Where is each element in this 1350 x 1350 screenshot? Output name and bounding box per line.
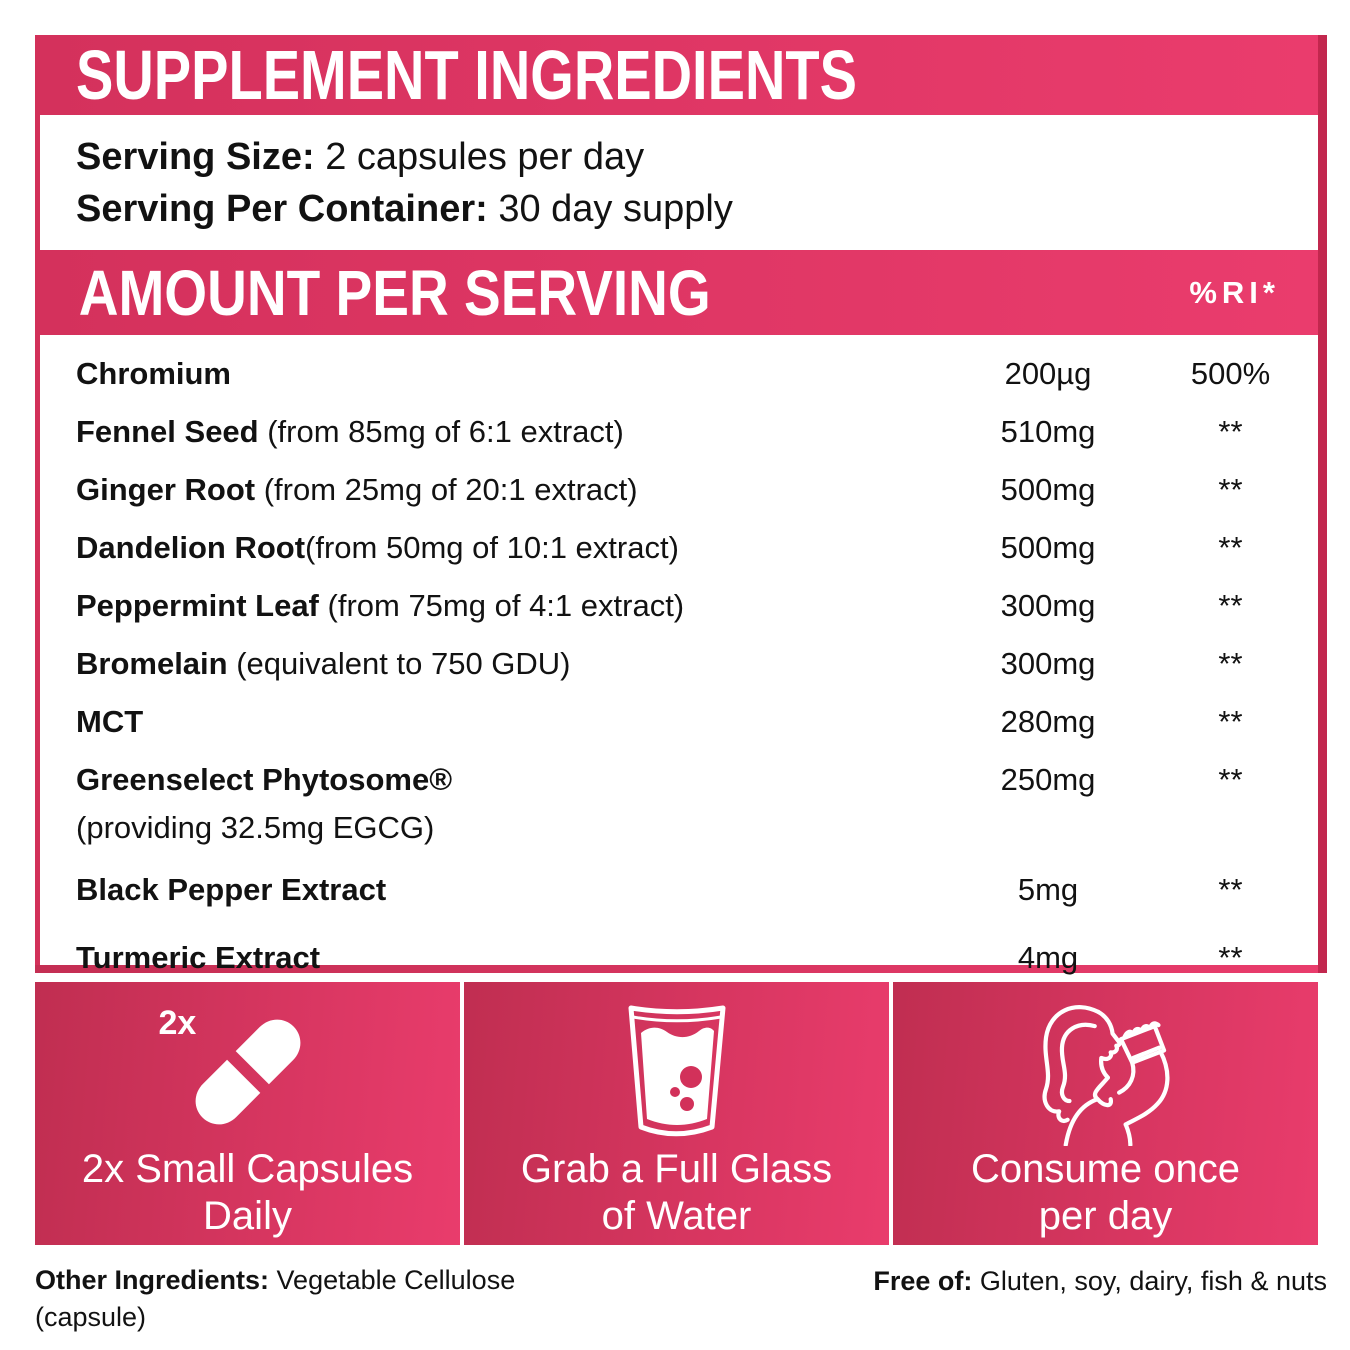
ingredient-name (40, 414, 953, 450)
ingredient-name (40, 588, 953, 624)
ingredient-name-bold: Black Pepper Extract (76, 872, 387, 907)
ingredient-ri: ** (1218, 414, 1243, 449)
ingredient-name-detail: (from 85mg of 6:1 extract) (258, 414, 624, 449)
serving-container-label: Serving Per Container: (76, 188, 488, 230)
serving-container-value: 30 day supply (487, 188, 733, 230)
ingredient-name-bold: MCT (76, 704, 144, 739)
ingredient-amount: 510mg (1000, 414, 1096, 449)
serving-size-label: Serving Size: (76, 136, 315, 178)
instruction-caption-line1: Grab a Full Glass (520, 1147, 833, 1191)
usage-instruction-boxes (35, 982, 1318, 1245)
ingredient-name (40, 530, 953, 566)
ingredient-row (40, 805, 1318, 851)
ingredient-ri: ** (1218, 704, 1243, 739)
water-glass-icon (612, 998, 742, 1146)
amount-per-serving-band (40, 250, 1318, 335)
ingredient-name (40, 646, 953, 682)
instruction-caption (82, 1146, 413, 1240)
ri-column-header: %RI* (1189, 274, 1280, 310)
ingredient-name-bold: Turmeric Extract (76, 940, 321, 975)
ingredient-row (40, 577, 1318, 635)
other-ingredients-label: Other Ingredients: (35, 1265, 270, 1295)
instruction-caption-line1: Consume once (970, 1147, 1241, 1191)
instruction-box-capsules (35, 982, 460, 1245)
ingredient-ri: 500% (1190, 356, 1271, 391)
ingredient-amount: 4mg (1017, 940, 1079, 975)
ingredient-name-bold: Ginger Root (76, 472, 256, 507)
header-band (40, 35, 1318, 115)
panel-right-border (1318, 35, 1327, 973)
ingredient-name (40, 356, 953, 392)
ingredient-amount: 200µg (1004, 356, 1092, 391)
instruction-caption-line1: 2x Small Capsules (81, 1147, 414, 1191)
free-of-value: Gluten, soy, dairy, fish & nuts (972, 1266, 1327, 1296)
ingredient-name-detail: (from 50mg of 10:1 extract) (305, 530, 679, 565)
other-ingredients-note (35, 1262, 515, 1336)
ingredient-ri: ** (1218, 472, 1243, 507)
free-of-label: Free of: (873, 1266, 973, 1296)
ingredient-ri: ** (1218, 940, 1243, 975)
instruction-box-consume (893, 982, 1318, 1245)
woman-drinking-icon (1001, 998, 1211, 1146)
ingredient-name (40, 762, 953, 798)
serving-size-line (76, 131, 1318, 183)
capsule-icon (153, 998, 343, 1146)
ingredient-name-bold: Chromium (76, 356, 231, 391)
other-ingredients-value: Vegetable Cellulose (269, 1265, 516, 1295)
ingredient-amount: 500mg (1000, 530, 1096, 565)
ingredient-ri: ** (1218, 530, 1243, 565)
ingredient-name-detail: (equivalent to 750 GDU) (227, 646, 571, 681)
instruction-caption (521, 1146, 832, 1240)
ingredient-name (40, 472, 953, 508)
ingredient-row (40, 403, 1318, 461)
ingredient-row (40, 635, 1318, 693)
ingredient-name-detail: (providing 32.5mg EGCG) (76, 810, 435, 845)
serving-container-line (76, 183, 1318, 235)
serving-size-value: 2 capsules per day (314, 136, 645, 178)
instruction-caption-line2: Daily (203, 1194, 292, 1238)
instruction-box-water (464, 982, 889, 1245)
serving-info (40, 115, 1318, 250)
ingredient-amount: 250mg (1000, 762, 1096, 797)
ingredient-amount: 300mg (1000, 646, 1096, 681)
ingredient-ri: ** (1218, 588, 1243, 623)
ingredient-amount: 500mg (1000, 472, 1096, 507)
ingredient-amount: 280mg (1000, 704, 1096, 739)
ingredient-name-bold: Bromelain (76, 646, 228, 681)
ingredient-name (40, 810, 953, 846)
ingredient-amount: 300mg (1000, 588, 1096, 623)
ingredient-row (40, 345, 1318, 403)
instruction-caption-line2: of Water (601, 1194, 752, 1238)
ingredient-ri: ** (1218, 646, 1243, 681)
ingredient-name (40, 940, 953, 976)
free-of-note (873, 1266, 1327, 1297)
ingredient-name-bold: Dandelion Root (76, 530, 306, 565)
ingredient-name (40, 872, 953, 908)
amount-per-serving-title: AMOUNT PER SERVING (78, 256, 711, 329)
ingredient-row (40, 461, 1318, 519)
ingredient-amount: 5mg (1017, 872, 1079, 907)
ingredient-row (40, 751, 1318, 809)
ingredient-ri: ** (1218, 872, 1243, 907)
instruction-caption-line2: per day (1038, 1194, 1173, 1238)
ingredient-name-bold: Peppermint Leaf (76, 588, 319, 623)
ingredient-name-detail: (from 25mg of 20:1 extract) (255, 472, 638, 507)
ingredient-row (40, 929, 1318, 987)
ingredient-ri: ** (1218, 762, 1243, 797)
ingredients-table-body (40, 335, 1318, 975)
ingredient-row (40, 861, 1318, 919)
other-ingredients-line1 (35, 1262, 515, 1299)
ingredient-row (40, 519, 1318, 577)
ingredient-name-bold: Greenselect Phytosome® (76, 762, 453, 797)
ingredient-name-bold: Fennel Seed (76, 414, 259, 449)
other-ingredients-line2: (capsule) (35, 1302, 147, 1332)
capsule-count-badge: 2x (158, 1004, 197, 1042)
instruction-caption (971, 1146, 1240, 1240)
ingredient-row (40, 693, 1318, 751)
ingredient-name (40, 704, 953, 740)
page-title: SUPPLEMENT INGREDIENTS (76, 36, 857, 114)
ingredient-name-detail: (from 75mg of 4:1 extract) (318, 588, 685, 623)
